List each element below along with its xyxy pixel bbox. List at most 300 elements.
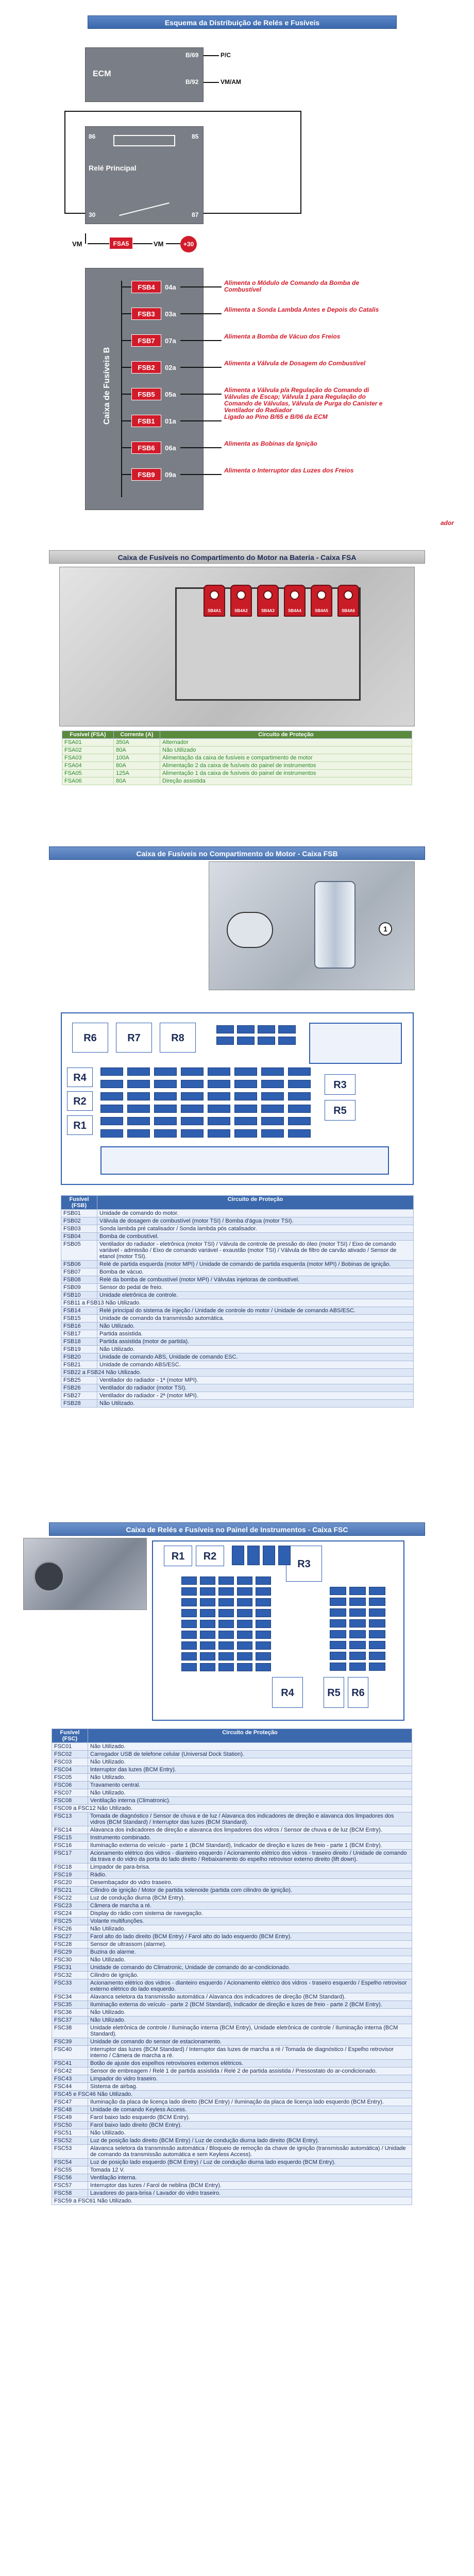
fsc-row (52, 2016, 412, 2024)
fsa-fuse-tag: SB4A4 (284, 585, 306, 617)
fsa-cell: FSA03 (62, 754, 114, 762)
fuse-fsa5: FSA5 (109, 237, 133, 249)
fsc-cell: FSC01 (52, 1743, 88, 1751)
fsc-fuse-slot (237, 1598, 252, 1606)
fsa-fuse-hole-icon (317, 590, 326, 600)
fsc-cell: Instrumento combinado. (88, 1834, 412, 1842)
fsc-fuse-slot (256, 1631, 271, 1639)
fsb-fuse-slot (154, 1092, 177, 1100)
fsc-row (52, 1910, 412, 1918)
fsc-fuse-slot (232, 1546, 244, 1565)
fsb-cell: FSB06 (61, 1261, 97, 1268)
fsb-cell: Unidade de comando do motor. (97, 1210, 414, 1217)
fuse-fsb2: FSB2 (131, 361, 161, 374)
fsc-fuse-slot (200, 1663, 215, 1671)
fuse-wire (122, 474, 132, 475)
fuse-pin: 03a (165, 310, 176, 318)
fsc-fuse-slot (349, 1608, 366, 1617)
fsa-cell: FSA01 (62, 739, 114, 747)
fsc-cell: FSC30 (52, 1956, 88, 1964)
fuse-out-wire (180, 313, 222, 314)
fsb-row (61, 1299, 414, 1307)
fsc-cell: FSC21 (52, 1887, 88, 1894)
fsc-fuse-slot (369, 1619, 385, 1628)
fsc-row (52, 1941, 412, 1948)
fsc-fuse-slot (330, 1619, 346, 1628)
fsc-fuse-slot (330, 1598, 346, 1606)
fsc-cell: Tomada 12 V. (88, 2166, 412, 2174)
fsc-row (52, 2106, 412, 2114)
fsc-row (52, 1834, 412, 1842)
fsc-fuse-slot (200, 1587, 215, 1596)
fsb-fuse-slot (261, 1092, 284, 1100)
fsb-cell: FSB21 (61, 1361, 97, 1369)
fsc-row (52, 2129, 412, 2137)
fsb-relay: R3 (325, 1074, 356, 1095)
fsc-fuse-slot (330, 1652, 346, 1660)
fsb-relay: R1 (67, 1115, 93, 1135)
fsc-row (52, 1842, 412, 1850)
fuse-fsb3: FSB3 (131, 308, 161, 320)
fsc-cell: Não Utilizado. (88, 2129, 412, 2137)
vm-left: VM (72, 240, 82, 248)
fsc-row (52, 1766, 412, 1774)
fuse-wire (122, 447, 132, 448)
fsc-cell: Buzina do alarme. (88, 1948, 412, 1956)
fsc-row (52, 1871, 412, 1879)
fsb-fuse-slot (288, 1080, 311, 1088)
fsb-cell: Ventilador do radiador - eletrônica (motor TSI) / Válvula de controle de pressão do óleo (motor TSI) / Eixo de comando variável - admissão / Eixo de comando variável - exaustão (motor TSI) / Válvula de filtro de carvão ativado / Sensor de etanol (motor TSI). (97, 1241, 414, 1261)
fsc-fuse-slot (256, 1577, 271, 1585)
fsc-cell: Alavanca seletora da transmissão automática / Alavanca dos indicadores de direção (BCM Standard). (88, 1993, 412, 2001)
fuse-pin: 01a (165, 417, 176, 425)
fsc-cell: FSC38 (52, 2024, 88, 2038)
fsc-fuse-slot (181, 1620, 197, 1628)
fsb-row (61, 1268, 414, 1276)
fsc-cell: Limpador do vidro traseiro. (88, 2075, 412, 2083)
fsb-fuse-slot (288, 1092, 311, 1100)
fsc-cell: Travamento central. (88, 1782, 412, 1789)
fsc-fuse-slot (218, 1641, 234, 1650)
battery-plus30: +30 (180, 236, 197, 252)
fsc-fuse-slot (369, 1663, 385, 1671)
fsc-fuse-slot (181, 1641, 197, 1650)
fsc-cell: FSC51 (52, 2129, 88, 2137)
fsb-fuse-slot (234, 1092, 257, 1100)
fsb-cell: Unidade eletrônica de controle. (97, 1292, 414, 1299)
callout-1: 1 (379, 922, 392, 936)
fsc-fuse-slot (237, 1631, 252, 1639)
fsb-fuse-slot (261, 1105, 284, 1113)
fsc-row (52, 1894, 412, 1902)
fsa-fuse-hole-icon (344, 590, 353, 600)
fsc-row (52, 2145, 412, 2159)
fsc-row (52, 2098, 412, 2106)
fsc-row (52, 1879, 412, 1887)
fsb-cell: FSB19 (61, 1346, 97, 1353)
fsb-fuse-slot (234, 1129, 257, 1138)
fsc-fuse-slot (218, 1598, 234, 1606)
fsa-fuse-tag: SB4A2 (230, 585, 252, 617)
fsc-cell: FSC25 (52, 1918, 88, 1925)
fsa-fuse-tag: SB4A5 (311, 585, 332, 617)
fuse-desc: Alimenta as Bobinas da Ignição (224, 440, 317, 447)
fuse-desc: Ligado ao Pino B/65 e B/06 da ECM (224, 413, 328, 420)
fuse-fsb1: FSB1 (131, 415, 161, 427)
fsc-fuse-slot (237, 1587, 252, 1596)
fsc-fuse-slot (200, 1577, 215, 1585)
fsc-cell: FSC43 (52, 2075, 88, 2083)
fsa-cell: Alimentação da caixa de fusíveis e compartimento de motor (160, 754, 412, 762)
fsa-row (62, 762, 412, 770)
fsb-fuse-slot (154, 1117, 177, 1125)
vm-right: VM (154, 240, 164, 248)
fsa-fuse-tag: SB4A6 (337, 585, 359, 617)
fsc-cell: Unidade de comando do sensor de estacionamento. (88, 2038, 412, 2046)
fsa-row (62, 739, 412, 747)
fsa-cell: Alternador (160, 739, 412, 747)
fsc-relay: R6 (348, 1677, 368, 1708)
fsc-fuse-slot (349, 1630, 366, 1638)
fsb-cell: FSB10 (61, 1292, 97, 1299)
fsc-row (52, 1918, 412, 1925)
fsb-row (61, 1353, 414, 1361)
fsb-fuse-slot (261, 1129, 284, 1138)
fsc-fuse-slot (256, 1641, 271, 1650)
fsc-cell: FSC37 (52, 2016, 88, 2024)
fuse-wire (122, 340, 132, 341)
fsc-cell: Não Utilizado. (88, 2009, 412, 2016)
fsc-cell: Interruptor das luzes (BCM Entry). (88, 1766, 412, 1774)
fsb-fuse-slot (154, 1129, 177, 1138)
fsb-table: Fusível (FSB) Circuito de Proteção FSB01 Unidade de comando do motor. FSB02 Válvula de dosagem de combustível (motor TSI) / Bomba d'água (motor TSI). FSB03 Sonda lambda pré catalisador / Sonda lambda pós catalisador. FSB04 Bomba de combustível. FSB05 Ventilador do radiador - eletrônica (motor TSI) / Válvula de controle de pressão do óleo (motor TSI) / Eixo de comando variável - admissão / Eixo de comando variável - exaustão (motor TSI) / Válvula de filtro de carvão ativado / Sensor de etanol (motor TSI). FSB06 Relé de partida esquerda (motor MPI) / Unidade de comando de partida esquerda (motor MPI) / Bobinas de ignição. FSB07 Bomba de vácuo. FSB08 Relé da bomba de combustível (motor MPI) / Válvulas injetoras de combustível. FSB09 Sensor do pedal de freio. FSB10 Unidade eletrônica de controle. FSB11 a FSB13 Não Utilizado. FSB14 Relé principal do sistema de injeção / Unidade de controle do motor / Unidade de comando ABS/ESC. FSB15 Unidade de comando da transmissão automática. FSB16 Não Utilizado. FSB17 Partida assistida. FSB18 Partida assistida (motor de partida). FSB19 Não Utilizado. FSB20 Unidade de comando ABS, Unidade de comando ESC. FSB21 Unidade de comando ABS/ESC. FSB22 a FSB24 Não Utilizado. FSB25 Ventilador do radiador - 1ª (motor MPI). FSB26 Ventilador do radiador (motor TSI). FSB27 Ventilador do radiador - 2ª (motor MPI). FSB28 Não Utilizado. (61, 1195, 414, 1408)
fsc-cell: Interruptor das luzes (BCM Standard) / Interruptor das luzes de marcha a ré / Tomada de diagnóstico / Espelho retrovisor interno / Câmera de marcha a ré. (88, 2046, 412, 2060)
fuse-desc: Alimenta a Válvula de Dosagem do Combustível (224, 360, 366, 367)
fsa-cell: 80A (114, 777, 160, 785)
fsc-fuse-slot (181, 1598, 197, 1606)
fsc-row (52, 2009, 412, 2016)
fsc-cell: FSC31 (52, 1964, 88, 1972)
fsb-title: Caixa de Fusíveis no Compartimento do Motor - Caixa FSB (49, 846, 425, 860)
fsc-cell: Iluminação externa do veículo - parte 1 (BCM Standard), Indicador de direção e luzes de freio - parte 1 (BCM Entry). (88, 1842, 412, 1850)
fsc-cell: Unidade de comando do Climatronic, Unidade de comando do ar-condicionado. (88, 1964, 412, 1972)
fsb-cell: FSB27 (61, 1392, 97, 1400)
fsb-cell: Unidade de comando ABS, Unidade de comando ESC. (97, 1353, 414, 1361)
fsc-row (52, 1887, 412, 1894)
fsc-fuse-slot (349, 1652, 366, 1660)
fsa-cell: FSA05 (62, 770, 114, 777)
fsc-fuse-slot (200, 1652, 215, 1660)
fuse-wire (122, 367, 132, 368)
fsb-cell: Sonda lambda pré catalisador / Sonda lambda pós catalisador. (97, 1225, 414, 1233)
fsb-row (61, 1233, 414, 1241)
fsc-cell: Farol baixo lado esquerdo (BCM Entry). (88, 2114, 412, 2122)
fsc-cell: Sistema de airbag. (88, 2083, 412, 2091)
fsb-bracket (309, 1023, 402, 1064)
fsc-row (52, 1863, 412, 1871)
fsc-fuse-slot (218, 1631, 234, 1639)
fsb-cell: FSB20 (61, 1353, 97, 1361)
fsb-fuse-slot (127, 1117, 150, 1125)
fsc-cell: FSC36 (52, 2009, 88, 2016)
fsc-row (52, 2067, 412, 2075)
fuse-desc: Alimenta a Bomba de Vácuo dos Freios (224, 333, 341, 340)
fsb-fuse-slot (261, 1067, 284, 1076)
fsa-cell: FSA02 (62, 747, 114, 754)
fuse-pin: 02a (165, 364, 176, 371)
fsc-row (52, 2159, 412, 2166)
fsb-row (61, 1361, 414, 1369)
fsc-cell: FSC42 (52, 2067, 88, 2075)
fsc-row (52, 1979, 412, 1993)
fsb-fuse-slot (278, 1037, 296, 1045)
fsc-cell: Acionamento elétrico dos vidros - dianteiro esquerdo / Acionamento elétrico dos vidros - traseiro esquerdo / Espelho retrovisor externo elétrico do lado esquerdo. (88, 1979, 412, 1993)
fsc-cell: Alavanca dos indicadores de direção e alavanca dos limpadores dos vidros / Sensor de chuva e de luz (BCM Entry). (88, 1826, 412, 1834)
fsc-fuse-slot (256, 1663, 271, 1671)
fsb-fuse-slot (127, 1105, 150, 1113)
fsc-fuse-slot (247, 1546, 260, 1565)
fsb-cell: FSB04 (61, 1233, 97, 1241)
fsc-cell: Sensor de embreagem / Relé 1 de partida assistida / Relé 2 de partida assistida / Pressostato do ar-condicionado. (88, 2067, 412, 2075)
fsc-fuse-slot (237, 1609, 252, 1617)
fsb-cell: Válvula de dosagem de combustível (motor TSI) / Bomba d'água (motor TSI). (97, 1217, 414, 1225)
fsb-cell: Ventilador do radiador - 2ª (motor MPI). (97, 1392, 414, 1400)
fsb-row (61, 1377, 414, 1384)
fsc-cell: FSC35 (52, 2001, 88, 2009)
fsb-cell: Partida assistida (motor de partida). (97, 1338, 414, 1346)
fsc-row (52, 1812, 412, 1826)
fsb-cell: Não Utilizado. (97, 1346, 414, 1353)
fsb-fuse-slot (181, 1129, 204, 1138)
fsc-fuse-slot (369, 1598, 385, 1606)
fsc-cell: FSC40 (52, 2046, 88, 2060)
fsa-cell: FSA04 (62, 762, 114, 770)
fsc-row (52, 2174, 412, 2182)
fsc-relay: R5 (324, 1677, 344, 1708)
fsb-fuse-slot (216, 1037, 234, 1045)
fsc-table: Fusível (FSC) Circuito de Proteção FSC01 Não Utilizado. FSC02 Carregador USB de telefone celular (Universal Dock Station). FSC03 Não Utilizado. FSC04 Interruptor das luzes (BCM Entry). FSC05 Não Utilizado. FSC06 Travamento central. FSC07 Não Utilizado. FSC08 Ventilação interna (Climatronic). FSC09 a FSC12 Não Utilizado. FSC13 Tomada de diagnóstico / Sensor de chuva e de luz / Alavanca dos indicadores de direção e alavanca dos limpadores dos vidros (BCM Standard) / Interruptor das luzes (BCM Standard). FSC14 Alavanca dos indicadores de direção e alavanca dos limpadores dos vidros / Sensor de chuva e de luz (BCM Entry). FSC15 Instrumento combinado. FSC16 Iluminação externa do veículo - parte 1 (BCM Standard), Indicador de direção e luzes de freio - parte 1 (BCM Entry). FSC17 Acionamento elétrico dos vidros - dianteiro esquerdo / Acionamento elétrico dos vidros - traseiro direito / Unidade de comando da trava e do vidro da porta do lado direito / Rebaixamento do espelho retrovisor externo direito (lift down). FSC18 Limpador de para-brisa. FSC19 Rádio. FSC20 Desembaçador do vidro traseiro. FSC21 Cilindro de ignição / Motor de partida solenoide (partida com cilindro de ignição). FSC22 Luz de condução diurna (BCM Entry). FSC23 Câmera de marcha a ré. FSC24 Display do rádio com sistema de navegação. FSC25 Volante multifunções. FSC26 Não Utilizado. FSC27 Farol alto do lado direito (BCM Entry) / Farol alto do lado esquerdo (BCM Entry). FSC28 Sensor de ultrassom (alarme). FSC29 Buzina do alarme. FSC30 Não Utilizado. FSC31 Unidade de comando do Climatronic, Unidade de comando do ar-condicionado. FSC32 Cilindro de ignição. FSC33 Acionamento elétrico dos vidros - dianteiro esquerdo / Acionamento elétrico dos vidros - traseiro esquerdo / Espelho retrovisor externo elétrico do lado esquerdo. FSC34 Alavanca seletora da transmissão automática / Alavanca dos indicadores de direção (BCM Standard). FSC35 Iluminação externa do veículo - parte 2 (BCM Standard), Indicador de direção e luzes de freio - parte 2 (BCM Entry). FSC36 Não Utilizado. FSC37 Não Utilizado. FSC38 Unidade eletrônica de controle / Iluminação interna (BCM Entry), Unidade eletrônica de controle / Iluminação interna (BCM Standard). FSC39 Unidade de comando do sensor de estacionamento. FSC40 Interruptor das luzes (BCM Standard) / Interruptor das luzes de marcha a ré / Tomada de diagnóstico / Espelho retrovisor interno / Câmera de marcha a ré. FSC41 Botão de ajuste dos espelhos retrovisores externos elétricos. FSC42 Sensor de embreagem / Relé 1 de partida assistida / Relé 2 de partida assistida / Pressostato do ar-condicionado. FSC43 Limpador do vidro traseiro. FSC44 Sistema de airbag. FSC45 e FSC46 Não Utilizado. FSC47 Iluminação da placa de licença lado direito (BCM Entry) / Iluminação da placa de licença lado esquerdo (BCM Entry). FSC48 Unidade de comando Keyless Access. FSC49 Farol baixo lado esquerdo (BCM Entry). FSC50 Farol baixo lado direito (BCM Entry). FSC51 Não Utilizado. FSC52 Luz de posição lado direito (BCM Entry) / Luz de condução diurna lado direito (BCM Entry). FSC53 Alavanca seletora da transmissão automática / Bloqueio de remoção da chave de ignição (transmissão automática) / Unidade de comando da transmissão automática e sem Keyless Access). FSC54 Luz de posição lado esquerdo (BCM Entry) / Luz de condução diurna lado esquerdo (BCM Entry). FSC55 Tomada 12 V. FSC56 Ventilação interna. FSC57 Interruptor das luzes / Farol de neblina (BCM Entry). FSC58 Lavadores do para-brisa / Lavador do vidro traseiro. FSC59 a FSC61 Não Utilizado. (52, 1728, 412, 2205)
fsc-row (52, 1751, 412, 1758)
fsb-row (61, 1330, 414, 1338)
fsc-cell: Iluminação da placa de licença lado direito (BCM Entry) / Iluminação da placa de licença lado esquerdo (BCM Entry). (88, 2098, 412, 2106)
fsc-row (52, 1743, 412, 1751)
fsc-row (52, 1782, 412, 1789)
pin-b92: B/92 (185, 78, 199, 86)
fsb-fuse-slot (181, 1067, 204, 1076)
fsc-fuse-slot (330, 1608, 346, 1617)
fsc-fuse-slot (200, 1620, 215, 1628)
fsc-relay: R4 (272, 1677, 303, 1708)
fsb-fuse-slot (100, 1117, 123, 1125)
fsc-cell: Sensor de ultrassom (alarme). (88, 1941, 412, 1948)
signal-vmam: VM/AM (221, 78, 241, 86)
fsc-cell: FSC23 (52, 1902, 88, 1910)
fsc-cell: FSC16 (52, 1842, 88, 1850)
fsc-cell: FSC07 (52, 1789, 88, 1797)
fsb-fuse-slot (261, 1117, 284, 1125)
fsc-cell: FSC50 (52, 2122, 88, 2129)
fsb-row (61, 1400, 414, 1408)
fsb-row (61, 1315, 414, 1323)
fsc-cell: FSC28 (52, 1941, 88, 1948)
fsc-cell: FSC45 e FSC46 Não Utilizado. (52, 2091, 412, 2098)
fsc-relay: R1 (164, 1546, 192, 1566)
fsc-fuse-slot (330, 1587, 346, 1595)
fsc-row (52, 1925, 412, 1933)
fsa-fuse-tag: SB4A1 (204, 585, 225, 617)
fsb-cell: Bomba de vácuo. (97, 1268, 414, 1276)
fsc-fuse-slot (330, 1641, 346, 1649)
fsb-cell: Ventilador do radiador - 1ª (motor MPI). (97, 1377, 414, 1384)
fsc-cell: FSC03 (52, 1758, 88, 1766)
fsc-row (52, 1933, 412, 1941)
fsb-cell: Unidade de comando da transmissão automática. (97, 1315, 414, 1323)
fsc-cell: FSC17 (52, 1850, 88, 1863)
fsc-fuse-slot (181, 1577, 197, 1585)
fsb-fuse-slot (127, 1129, 150, 1138)
fuse-pin: 04a (165, 283, 176, 291)
fsb-cell: FSB11 a FSB13 Não Utilizado. (61, 1299, 414, 1307)
fuse-box-b-label: Caixa de Fusíveis B (103, 347, 111, 425)
fsb-row (61, 1384, 414, 1392)
fsc-cell: FSC05 (52, 1774, 88, 1782)
fsb-row (61, 1292, 414, 1299)
fuse-pin: 09a (165, 471, 176, 479)
fsb-cell: FSB17 (61, 1330, 97, 1338)
fsc-fuse-slot (181, 1663, 197, 1671)
fsb-fuse-slot (234, 1080, 257, 1088)
fsc-fuse-slot (237, 1620, 252, 1628)
fsb-cell: Relé de partida esquerda (motor MPI) / Unidade de comando de partida esquerda (motor MPI) / Bobinas de ignição. (97, 1261, 414, 1268)
fsc-fuse-slot (218, 1663, 234, 1671)
fsb-row (61, 1323, 414, 1330)
fsb-cell: FSB01 (61, 1210, 97, 1217)
fsc-fuse-slot (369, 1608, 385, 1617)
fsc-fuse-slot (369, 1641, 385, 1649)
fsc-row (52, 2122, 412, 2129)
fsc-fuse-slot (256, 1609, 271, 1617)
fsc-row (52, 2114, 412, 2122)
fsc-row (52, 1826, 412, 1834)
fsb-row (61, 1338, 414, 1346)
fsc-cell: FSC32 (52, 1972, 88, 1979)
fsb-fuse-slot (208, 1117, 230, 1125)
fuse-fsb6: FSB6 (131, 442, 161, 454)
fsc-fuse-slot (200, 1641, 215, 1650)
fsc-cell: Farol alto do lado direito (BCM Entry) / Farol alto do lado esquerdo (BCM Entry). (88, 1933, 412, 1941)
fuse-out-wire (180, 394, 222, 395)
fsc-cell: FSC26 (52, 1925, 88, 1933)
fuse-pin: 06a (165, 444, 176, 452)
fsb-fuse-slot (127, 1092, 150, 1100)
fsb-fuse-slot (100, 1080, 123, 1088)
fsc-fuse-slot (256, 1598, 271, 1606)
fsa-cell: 350A (114, 739, 160, 747)
fsc-row (52, 2091, 412, 2098)
fsc-fuse-slot (330, 1630, 346, 1638)
fsb-fuse-slot (237, 1037, 255, 1045)
fsc-cell: FSC14 (52, 1826, 88, 1834)
fuse-out-wire (180, 286, 222, 287)
fsc-row (52, 2038, 412, 2046)
fsc-cell: FSC39 (52, 2038, 88, 2046)
fsc-fuse-slot (237, 1641, 252, 1650)
fsb-fuse-slot (288, 1129, 311, 1138)
fsc-cell: Não Utilizado. (88, 2016, 412, 2024)
fsa-cell: Alimentação 2 da caixa de fusíveis do painel de instrumentos (160, 762, 412, 770)
fsc-cell: FSC54 (52, 2159, 88, 2166)
fsb-fuse-slot (258, 1037, 275, 1045)
fsb-cell: FSB25 (61, 1377, 97, 1384)
fsc-cell: Farol baixo lado direito (BCM Entry). (88, 2122, 412, 2129)
fsa-fuse-tag: SB4A3 (257, 585, 279, 617)
fsc-fuse-slot (330, 1663, 346, 1671)
fsc-row (52, 1850, 412, 1863)
fsb-relay: R8 (160, 1023, 196, 1053)
fsb-fuse-slot (216, 1025, 234, 1033)
fsc-row (52, 2046, 412, 2060)
fsc-row (52, 1805, 412, 1812)
fsc-cell: Cilindro de ignição / Motor de partida solenoide (partida com cilindro de ignição). (88, 1887, 412, 1894)
fsb-fuse-slot (154, 1080, 177, 1088)
fsc-cell: Não Utilizado. (88, 1789, 412, 1797)
relay-coil-icon (113, 135, 175, 146)
fsa-row (62, 754, 412, 762)
fsc-cell: Rádio. (88, 1871, 412, 1879)
fuse-fsb7: FSB7 (131, 334, 161, 347)
fuse-wire (122, 313, 132, 314)
fsc-row (52, 2075, 412, 2083)
fsb-row (61, 1276, 414, 1284)
fsc-cell: FSC20 (52, 1879, 88, 1887)
fsa-cell: 100A (114, 754, 160, 762)
fsc-cell: Interruptor das luzes / Farol de neblina (BCM Entry). (88, 2182, 412, 2190)
fsb-cell: Bomba de combustível. (97, 1233, 414, 1241)
fuse-desc: Alimenta o Interruptor das Luzes dos Freios (224, 467, 354, 474)
fsc-fuse-slot (278, 1546, 291, 1565)
fsc-row (52, 1948, 412, 1956)
fsb-cell: Não Utilizado. (97, 1400, 414, 1408)
fsc-cell: Não Utilizado. (88, 1956, 412, 1964)
fsb-cell: FSB22 a FSB24 Não Utilizado. (61, 1369, 414, 1377)
fsc-cell: Unidade de comando Keyless Access. (88, 2106, 412, 2114)
fsa-cell: Alimentação 1 da caixa de fusíveis do painel de instrumentos (160, 770, 412, 777)
fsc-cell: Botão de ajuste dos espelhos retrovisores externos elétricos. (88, 2060, 412, 2067)
fsc-cell: Iluminação externa do veículo - parte 2 (BCM Standard), Indicador de direção e luzes de freio - parte 2 (BCM Entry). (88, 2001, 412, 2009)
fsb-fuse-slot (181, 1092, 204, 1100)
fsc-cell: Carregador USB de telefone celular (Universal Dock Station). (88, 1751, 412, 1758)
fsa-cell: 80A (114, 747, 160, 754)
schematic-title: Esquema da Distribuição de Relés e Fusíveis (88, 15, 397, 29)
fsb-fuse-slot (154, 1067, 177, 1076)
fsc-row (52, 1789, 412, 1797)
fsc-fuse-slot (369, 1630, 385, 1638)
fuse-pin: 05a (165, 391, 176, 398)
fsc-cell: Lavadores do para-brisa / Lavador do vidro traseiro. (88, 2190, 412, 2197)
fsb-row (61, 1346, 414, 1353)
fsc-row (52, 1972, 412, 1979)
fsb-row (61, 1307, 414, 1315)
fsb-cell: FSB03 (61, 1225, 97, 1233)
fsb-relay: R4 (67, 1067, 93, 1087)
fsc-row (52, 1993, 412, 2001)
fsc-fuse-slot (181, 1631, 197, 1639)
fsc-fuse-slot (200, 1631, 215, 1639)
fsb-row (61, 1369, 414, 1377)
fuse-desc: Alimenta a Válvula p/a Regulação do Comando di Válvulas de Escap; Válvula 1 para Regulação do Comando de Válvulas, Válvula de Purga do Canister e Ventilador do Radiador (224, 386, 383, 414)
fsb-fuse-slot (208, 1092, 230, 1100)
corner-note: ador (441, 519, 454, 527)
